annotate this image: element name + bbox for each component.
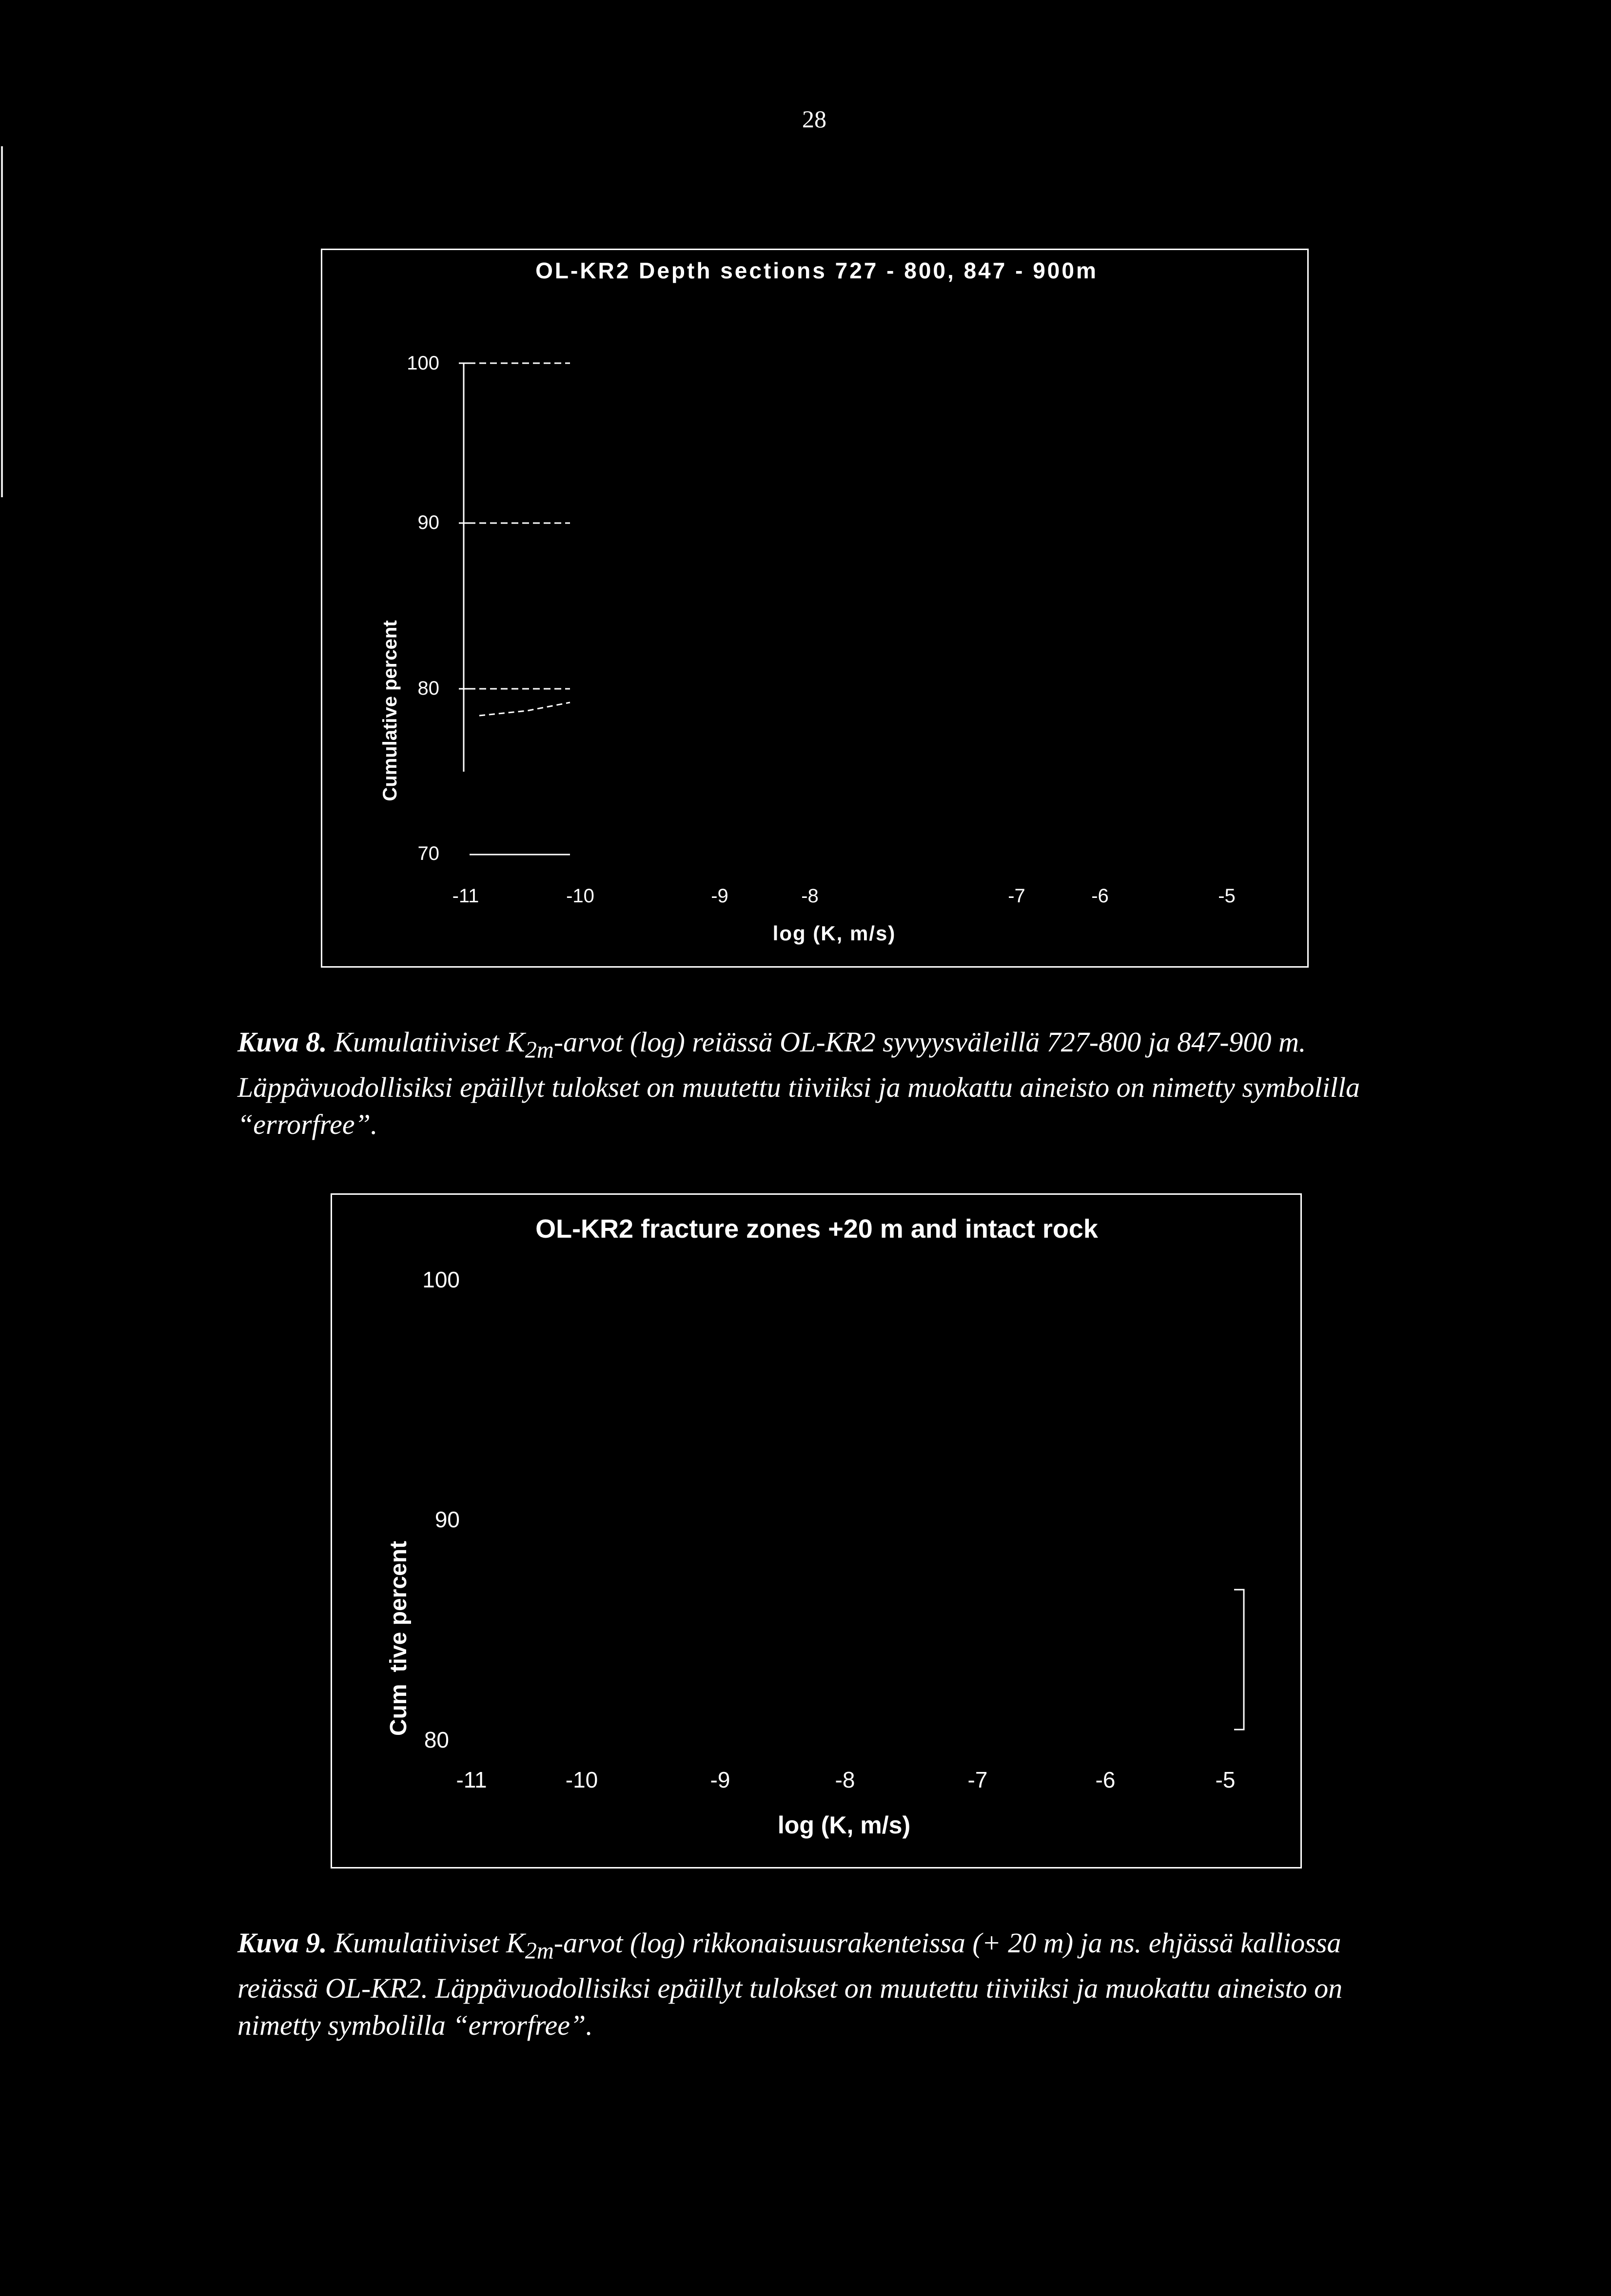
x-axis-title: log (K, m/s) bbox=[772, 922, 896, 945]
x-tick-label-neg11: -11 bbox=[452, 885, 479, 907]
chart-title: OL-KR2 fracture zones +20 m and intact rock bbox=[535, 1214, 1098, 1244]
figure-8-svg bbox=[322, 250, 1310, 969]
data-curve bbox=[479, 702, 570, 716]
caption-subscript: 2m bbox=[525, 1938, 554, 1964]
data-curve bbox=[1234, 1590, 1244, 1730]
y-axis-title: Cum tive percent bbox=[386, 1540, 412, 1736]
caption-text-end: -arvot (log) reiässä OL-KR2 syvyysväleillä 727-800 ja 847-900 m. Läppävuodollisiksi epäillyt tulokset on muutettu tiiviiksi ja muokattu aineisto on nimetty symbolilla “errorfree”. bbox=[237, 1026, 1360, 1140]
x-tick-label-neg10: -10 bbox=[565, 1767, 598, 1792]
plot-lines bbox=[459, 363, 570, 855]
x-tick-label-neg9: -9 bbox=[711, 885, 728, 907]
figure-9-svg bbox=[332, 1195, 1303, 1870]
caption-text-start: Kumulatiiviset K bbox=[327, 1026, 525, 1058]
y-tick-label-80: 80 bbox=[417, 678, 439, 699]
x-tick-label-neg8: -8 bbox=[801, 885, 819, 907]
caption-text-start: Kumulatiiviset K bbox=[327, 1927, 525, 1959]
plot-lines bbox=[1234, 1590, 1244, 1730]
y-tick-label-100: 100 bbox=[407, 352, 439, 374]
figure-9-chart bbox=[331, 1193, 1302, 1868]
scan-edge-line bbox=[1, 146, 3, 497]
y-tick-label-90: 90 bbox=[417, 512, 439, 533]
figure-8-caption bbox=[237, 1024, 1398, 1143]
x-tick-label-neg6: -6 bbox=[1095, 1767, 1116, 1792]
x-tick-label-neg5: -5 bbox=[1218, 885, 1236, 907]
page-number: 28 bbox=[802, 105, 826, 133]
x-tick-label-neg8: -8 bbox=[835, 1767, 855, 1792]
y-tick-label-90: 90 bbox=[434, 1507, 460, 1532]
x-tick-label-neg7: -7 bbox=[1008, 885, 1025, 907]
y-tick-label-80: 80 bbox=[424, 1727, 449, 1752]
y-axis-title: Cumulative percent bbox=[379, 620, 401, 801]
x-tick-label-neg10: -10 bbox=[566, 885, 594, 907]
y-tick-label-70: 70 bbox=[417, 843, 439, 864]
chart-title: OL-KR2 Depth sections 727 - 800, 847 - 900m bbox=[535, 258, 1098, 283]
caption-label: Kuva 8. bbox=[237, 1026, 327, 1058]
x-tick-label-neg6: -6 bbox=[1091, 885, 1109, 907]
figure-8-chart bbox=[321, 249, 1309, 968]
figure-9-caption bbox=[237, 1925, 1398, 2044]
x-tick-label-neg11: -11 bbox=[456, 1767, 487, 1792]
y-tick-label-100: 100 bbox=[422, 1267, 460, 1292]
x-tick-label-neg9: -9 bbox=[710, 1767, 730, 1792]
x-tick-label-neg7: -7 bbox=[967, 1767, 988, 1792]
x-tick-label-neg5: -5 bbox=[1215, 1767, 1236, 1792]
caption-label: Kuva 9. bbox=[237, 1927, 327, 1959]
x-axis-title: log (K, m/s) bbox=[777, 1811, 911, 1839]
caption-subscript: 2m bbox=[525, 1037, 554, 1063]
caption-text-end: -arvot (log) rikkonaisuusrakenteissa (+ 20 m) ja ns. ehjässä kalliossa reiässä OL-KR2. Läppävuodollisiksi epäillyt tulokset on muutettu tiiviiksi ja muokattu aineisto on nimetty symbolilla “errorfree”. bbox=[237, 1927, 1343, 2041]
